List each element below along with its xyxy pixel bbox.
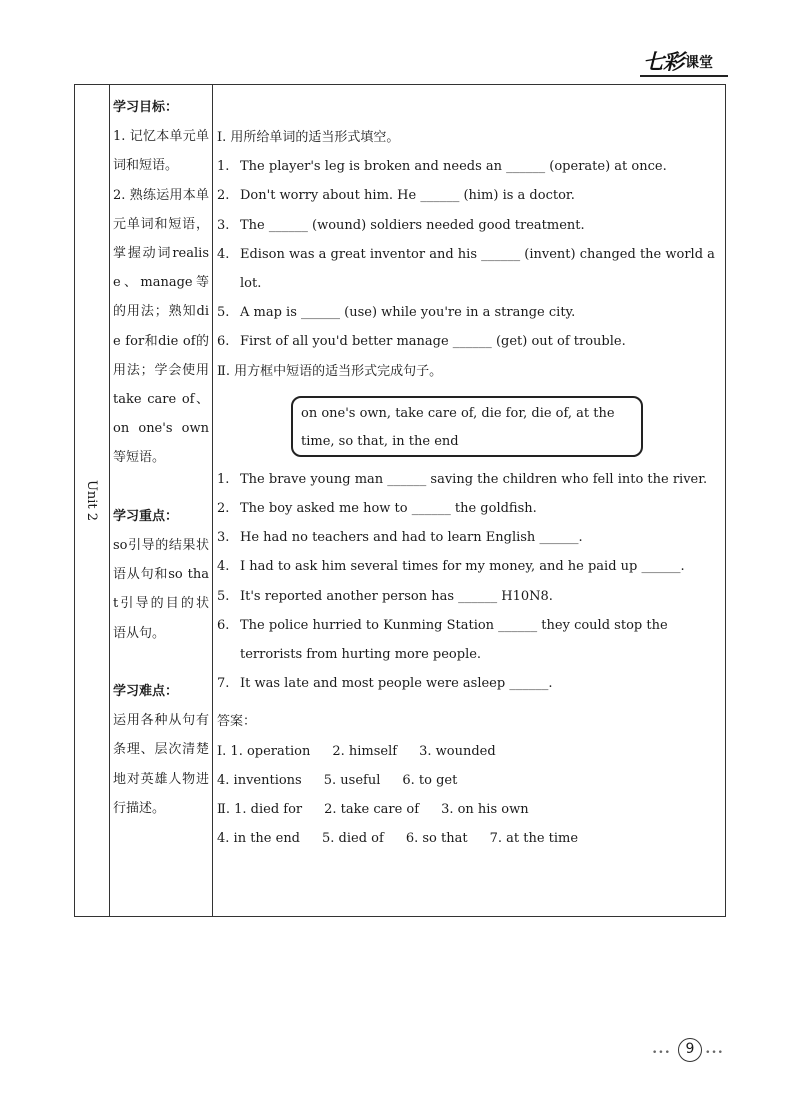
lesson-table [74, 84, 726, 917]
exercise-item: 6. The police hurried to Kunming Station ______ they could stop the terrorists from hurting more people. [217, 617, 668, 663]
exercise-item: 1. The player's leg is broken and needs an ______ (operate) at once. [217, 159, 667, 175]
exercise-item: 3. He had no teachers and had to learn English ______. [217, 530, 583, 546]
brand-sub: 课堂 [685, 55, 713, 71]
exercise-item: 4. Edison was a great inventor and his ______ (invent) changed the world a lot. [217, 246, 715, 292]
answer-part-label: Ⅱ. [217, 802, 230, 818]
goal-2: 2. 熟练运用本单元单词和短语，掌握动词realise、manage等的用法；熟知die for和die of的用法；学会使用take care of、on one's own等短语。 [113, 187, 209, 466]
goals-title: 学习目标： [113, 100, 179, 115]
difficulties-title: 学习难点： [113, 684, 179, 700]
answer-row: 4. in the end 5. died of 6. so that 7. at the time [217, 831, 579, 847]
phrase-box: on one's own, take care of, die for, die of, at the time, so that, in the end [291, 396, 643, 457]
exercise-item: 7. It was late and most people were asleep ______. [217, 676, 553, 692]
key-points-text: so引导的结果状语从句和so that引导的目的状语从句。 [113, 538, 209, 641]
answer-row: Ⅰ. 1. operation 2. himself 3. wounded [217, 743, 496, 759]
exercise-item: 5. A map is ______ (use) while you're in a strange city. [217, 305, 576, 321]
answer-row: Ⅱ. 1. died for 2. take care of 3. on his own [217, 802, 529, 818]
objectives-column [113, 93, 209, 823]
brand-mark: 七彩 [643, 50, 683, 74]
answer-part-label: Ⅰ. [217, 743, 227, 759]
difficulties-text: 运用各种从句有条理、层次清楚地对英雄人物进行描述。 [113, 713, 209, 816]
dots-icon: ••• [705, 1048, 724, 1058]
brand-underline [640, 75, 728, 77]
unit-label: Unit 2 [84, 479, 100, 522]
page-number-value: 9 [678, 1038, 702, 1062]
brand-logo [643, 50, 727, 74]
exercise-item: 5. It's reported another person has ______ H10N8. [217, 588, 553, 604]
exercise-item: 2. Don't worry about him. He ______ (him) is a doctor. [217, 188, 575, 204]
page-number [652, 1037, 724, 1065]
column-divider [212, 85, 213, 916]
key-points-title: 学习重点： [113, 508, 179, 524]
dots-icon: ••• [652, 1048, 671, 1058]
answers-title: 答案： [217, 714, 257, 730]
answer-row: 4. inventions 5. useful 6. to get [217, 772, 458, 788]
exercise-item: 4. I had to ask him several times for my money, and he paid up ______. [217, 559, 685, 575]
goal-1: 1. 记忆本单元单词和短语。 [113, 129, 209, 174]
exercise-item: 1. The brave young man ______ saving the children who fell into the river. [217, 471, 708, 487]
exercise-item: 6. First of all you'd better manage ______ (get) out of trouble. [217, 334, 626, 350]
section-1-title: Ⅰ. 用所给单词的适当形式填空。 [217, 130, 400, 145]
section-2-title: Ⅱ. 用方框中短语的适当形式完成句子。 [217, 363, 443, 379]
exercise-item: 3. The ______ (wound) soldiers needed good treatment. [217, 217, 585, 233]
exercise-column [217, 123, 725, 853]
column-divider [109, 85, 110, 916]
unit-column [75, 85, 109, 916]
exercise-item: 2. The boy asked me how to ______ the goldfish. [217, 501, 537, 517]
